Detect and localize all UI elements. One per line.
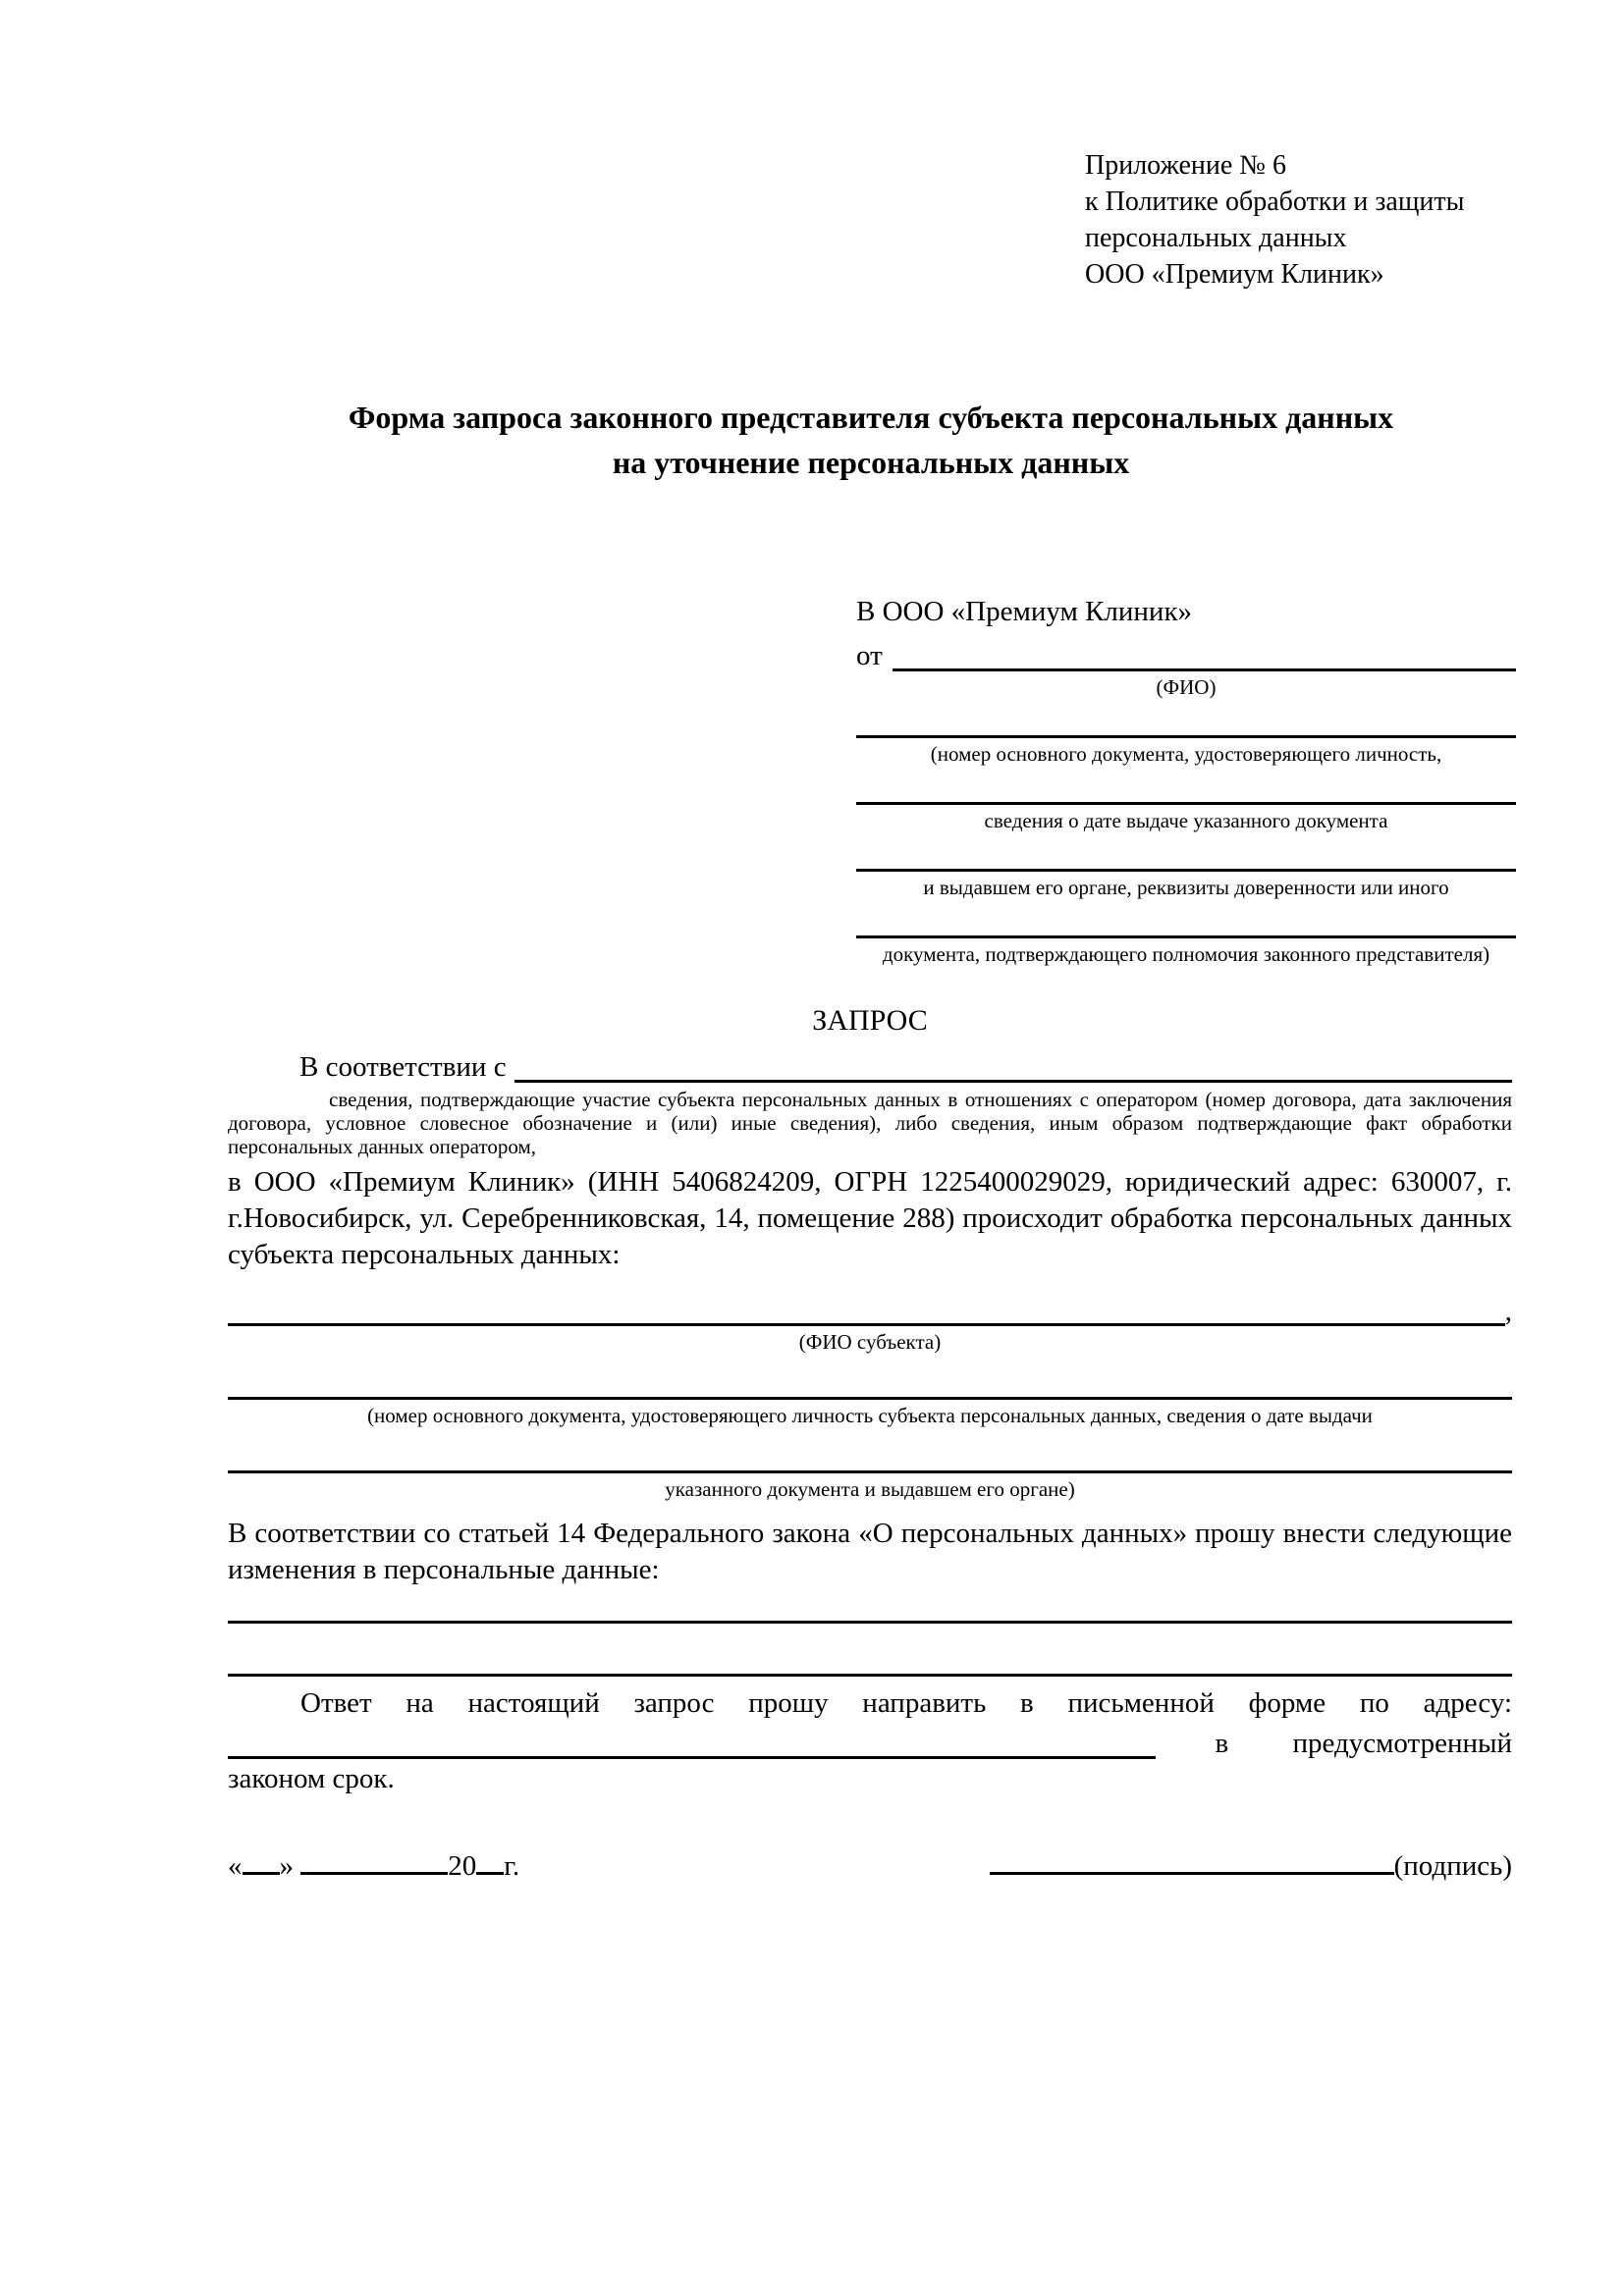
quote-close: » [279,1850,294,1882]
quote-open: « [228,1850,243,1882]
basis-footnote: сведения, подтверждающие участие субъекта персональных данных в отношениях с оператором (номер договора, дата заключения договора, условное словесное обозначение и (или) иные сведения), либо сведения, иным образом подтверждающие факт обработки персональных данных оператором, [228,1088,1512,1158]
subject-doc-blank-line-2 [228,1446,1512,1473]
subject-fio-row [228,1291,1512,1326]
year-blank-line [476,1871,504,1875]
appendix-line: Приложение № 6 [1085,150,1286,181]
response-address-blank-line [228,1730,1156,1759]
date-signature-row [228,1849,1512,1883]
id-doc-blank-line-2 [856,777,1516,805]
response-paragraph-line-3: законом срок. [228,1763,395,1794]
id-doc-blank-line-1 [856,711,1516,738]
response-address-row [228,1722,1512,1759]
day-blank-line [243,1871,280,1875]
from-label: от [856,640,883,671]
subject-doc-caption-1: (номер основного документа, удостоверяющего личность субъекта персональных данных, сведения о дате выдачи [367,1404,1373,1427]
addressee-to: В ООО «Премиум Клиник» [856,596,1193,627]
appendix-block [1085,0,1624,293]
id-doc-caption-2: сведения о дате выдаче указанного документа [984,809,1388,832]
basis-label: В соответствии с [299,1051,507,1083]
response-paragraph-line-2-right: в предусмотренный [1215,1728,1512,1759]
operator-paragraph: в ООО «Премиум Клиник» (ИНН 5406824209, ОГРН 1225400029029, юридический адрес: 630007, г. г.Новосибирск, ул. Серебренниковская, 14, помещение 288) происходит обработка персональных данных субъекта персональных данных: [228,1166,1512,1270]
signature-caption: (подпись) [1393,1850,1512,1882]
id-doc-caption-3: и выдавшем его органе, реквизиты доверенности или иного [923,876,1449,899]
addressee-block [856,591,1516,967]
basis-row [228,1043,1512,1083]
id-doc-blank-line-4 [856,911,1516,938]
fio-blank-line [893,638,1516,671]
addressee-from-row [856,638,1516,671]
month-blank-line [300,1871,448,1875]
title-line-2: на уточнение персональных данных [612,445,1130,480]
signature-field [990,1849,1512,1883]
subject-comma: , [1504,1296,1512,1327]
response-paragraph-line-1: Ответ на настоящий запрос прошу направить в письменной форме по адресу: [300,1687,1512,1719]
id-doc-caption-4: документа, подтверждающего полномочия законного представителя) [882,942,1490,966]
fio-caption: (ФИО) [1156,675,1217,699]
request-heading: ЗАПРОС [812,1004,928,1037]
appendix-line: к Политике обработки и защиты [1085,187,1465,217]
subject-doc-blank-line-1 [228,1372,1512,1400]
subject-fio-caption: (ФИО субъекта) [798,1330,942,1354]
appendix-line: персональных данных [1085,223,1347,253]
request-body [228,1002,1512,1883]
amendment-blank-line-2 [228,1651,1512,1677]
title-line-1: Форма запроса законного представителя субъекта персональных данных [348,400,1394,435]
id-doc-caption-1: (номер основного документа, удостоверяющего личность, [930,742,1442,766]
id-doc-blank-line-3 [856,844,1516,872]
signature-blank-line [990,1871,1394,1875]
year-prefix: 20 [448,1850,477,1882]
document-title [228,395,1514,485]
subject-doc-caption-2: указанного документа и выдавшем его органе) [665,1477,1075,1501]
amendment-request-paragraph: В соответствии со статьей 14 Федерального закона «О персональных данных» прошу внести следующие изменения в персональные данные: [228,1518,1512,1585]
year-suffix: г. [504,1850,520,1882]
basis-blank-line [514,1043,1512,1083]
subject-fio-blank-line [228,1291,1505,1326]
amendment-blank-line-1 [228,1598,1512,1624]
appendix-line: ООО «Премиум Клиник» [1085,259,1384,290]
date-field [228,1849,519,1883]
